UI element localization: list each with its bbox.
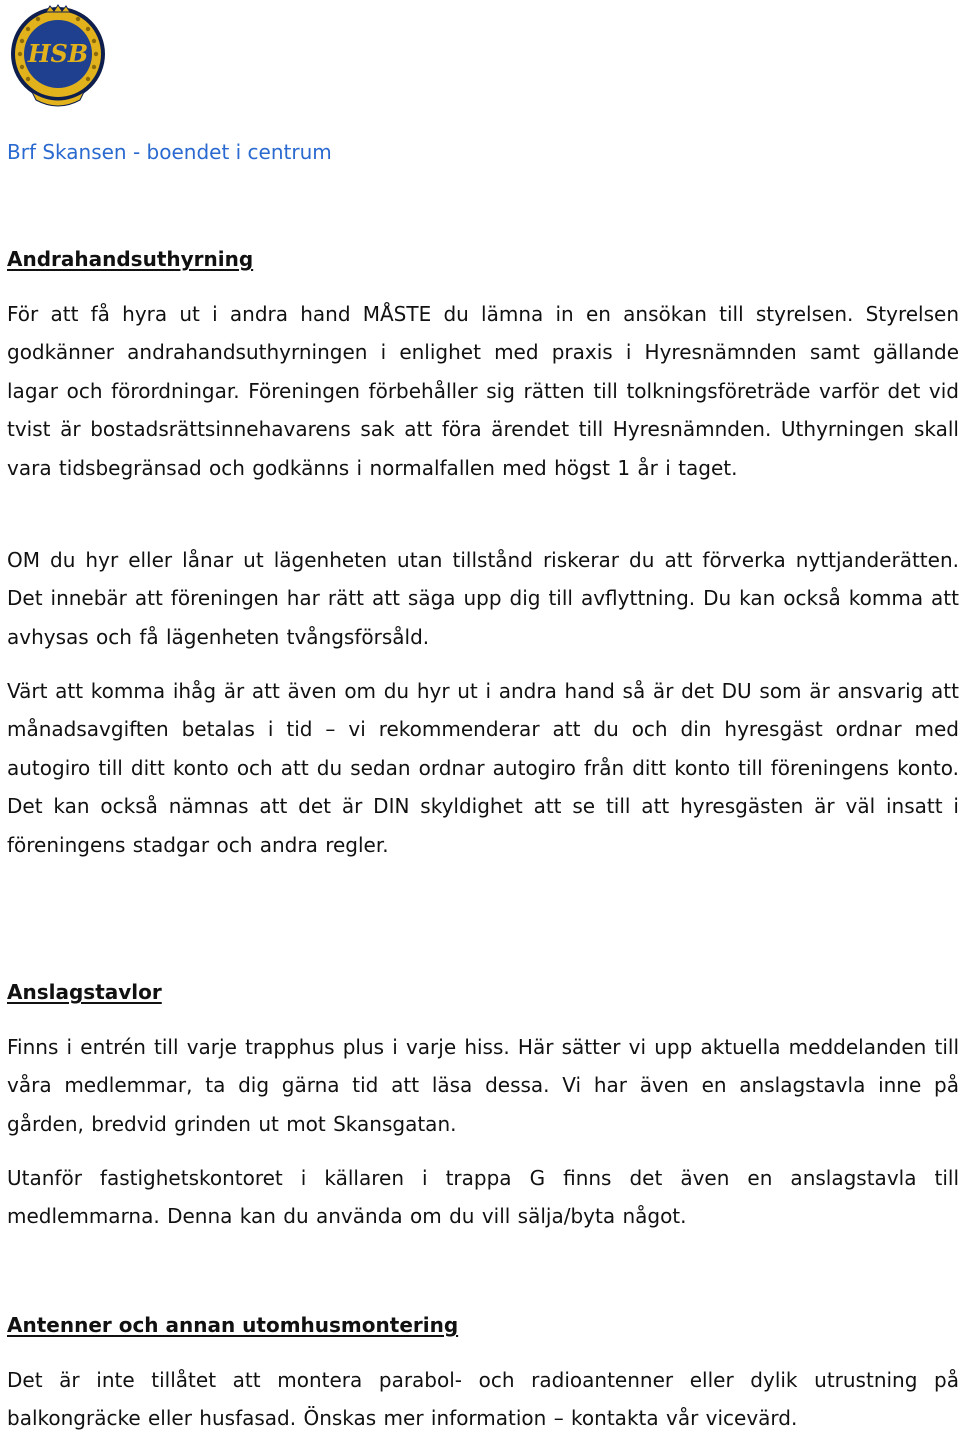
paragraph-notice-board-basement: Utanför fastighetskontoret i källaren i trappa G finns det även en anslagstavla till medlemmarna. Denna kan du använda om du vill sälja/byta något. xyxy=(7,1166,959,1229)
paragraph-subletting-responsibility: Värt att komma ihåg är att även om du hyr ut i andra hand så är det DU som är ansvarig att månadsavgiften betalas i tid – vi rekommenderar att du och din hyresgäst ordnar med autogiro till ditt konto och att du sedan ordnar autogiro från ditt konto till föreningens konto. Det kan också nämnas att det är DIN skyldighet att se till att hyresgästen är väl insatt i föreningens stadgar och andra regler. xyxy=(7,679,959,857)
hsb-logo-text: HSB xyxy=(27,39,89,68)
section-heading-andrahandsuthyrning: Andrahandsuthyrning xyxy=(7,247,254,271)
paragraph-antenna-rules: Det är inte tillåtet att montera parabol- och radioantenner eller dylik utrustning på balkongräcke eller husfasad. Önskas mer information – kontakta vår vicevärd. xyxy=(7,1368,959,1431)
section-heading-anslagstavlor: Anslagstavlor xyxy=(7,980,162,1004)
organization-title: Brf Skansen - boendet i centrum xyxy=(7,140,332,164)
hsb-logo xyxy=(6,4,110,112)
paragraph-subletting-rules: För att få hyra ut i andra hand MÅSTE du lämna in en ansökan till styrelsen. Styrelsen godkänner andrahandsuthyrningen i enlighet med praxis i Hyresnämnden samt gällande lagar och förordningar. Föreningen förbehåller sig rätten till tolkningsföreträde varför det vid tvist är bostadsrättsinnehavarens sak att föra ärendet till Hyresnämnden. Uthyrningen skall vara tidsbegränsad och godkänns i normalfallen med högst 1 år i taget. xyxy=(7,302,959,480)
section-heading-antenner: Antenner och annan utomhusmontering xyxy=(7,1313,459,1337)
paragraph-notice-boards: Finns i entrén till varje trapphus plus i varje hiss. Här sätter vi upp aktuella meddelanden till våra medlemmar, ta dig gärna tid att läsa dessa. Vi har även en anslagstavla inne på gården, bredvid grinden ut mot Skansgatan. xyxy=(7,1035,959,1136)
paragraph-subletting-penalty: OM du hyr eller lånar ut lägenheten utan tillstånd riskerar du att förverka nyttjanderätten. Det innebär att föreningen har rätt att säga upp dig till avflyttning. Du kan också komma att avhysas och få lägenheten tvångsförsåld. xyxy=(7,548,959,649)
